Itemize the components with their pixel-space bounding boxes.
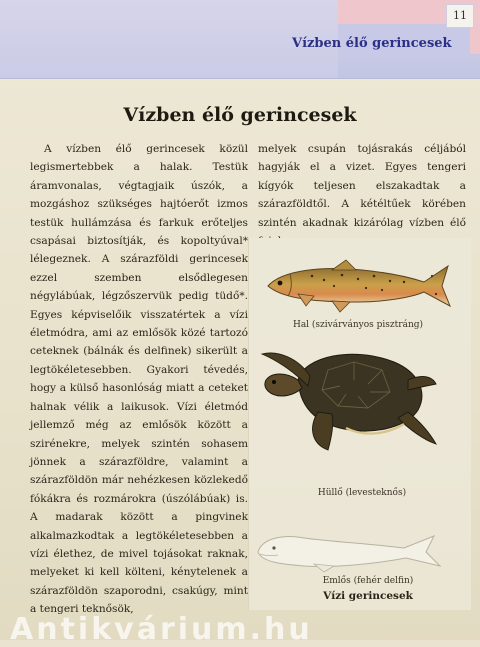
watermark: Antikvárium.hu xyxy=(10,612,313,647)
beluga-caption: Emlős (fehér delfin) xyxy=(322,576,414,586)
header-title: Vízben élő gerincesek xyxy=(292,36,452,51)
header-strip xyxy=(0,0,338,78)
article-right-column: melyek csupán tojásrakás céljából hagyják el a vizet. Egyes tengeri kígyók teljesen elszakadtak a szárazföldtől. A kétéltűek körében szintén akadnak kizárólag vízben élő xyxy=(258,143,466,229)
page-number: 11 xyxy=(446,4,474,28)
beluga-illustration xyxy=(254,528,444,572)
trout-illustration xyxy=(262,256,452,316)
panel-caption: Vízi gerincesek xyxy=(323,590,413,602)
article-left-column: A vízben élő gerincesek közül legismertebbek a halak. Testük áramvonalas, végtagjaik úszók, a mozgáshoz szükséges hajtóerőt izmos testük hullámzása és farkuk erőteljes csapásai biztosítják, és kopoltyúval* lélegeznek. A szárazföldi gerincesek ezzel szemben elsődlegesen négylábúak, légzőszervük pedig tüdő*. Egyes képviselőik visszatértek a vízi életmódra, ami az emlősök közé tartozó ceteknek (bálnák és delfinek) sikerült a legtökéletesebben. Gyakori tévedés, hogy a külső hasonlóság miatt a ceteket halnak vélik a laikusok. Vízi életmód jellemző még az emlősök között a szirénekre, melyek szintén sohasem jönnek a szárazföldre, valamint a szárazföldön már nehézkesen közlekedő fókákra és rozmárokra (úszólábúak) is. A madarak között a pingvinek alkalmazkodtak a legtökéletesebben a vízi élethez, de mivel tojásokat raknak, melyeket ki kell költeni, kénytelenek a szárazföldön szaporodni, csakúgy, mint a tengeri teknősök, xyxy=(30,143,248,616)
trout-caption: Hal (szivárványos pisztráng) xyxy=(292,320,424,330)
turtle-caption: Hüllő (levesteknős) xyxy=(317,488,407,498)
sea-turtle-illustration xyxy=(258,340,438,452)
article-title: Vízben élő gerincesek xyxy=(123,104,357,126)
